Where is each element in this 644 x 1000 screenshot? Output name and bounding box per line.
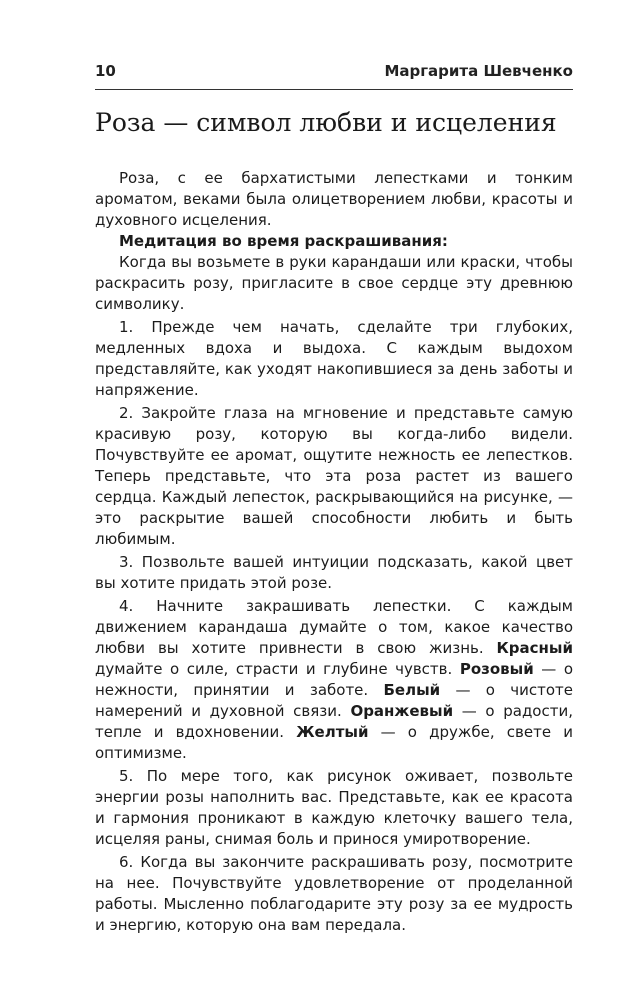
color-yellow-label: Желтый — [296, 723, 369, 741]
step-5: 5. По мере того, как рисунок оживает, позвольте энергии розы наполнить вас. Представьте, как ее красота и гармония проникают в каждую клеточку вашего тела, исцеляя раны, снимая боль и принося умиротворение. — [95, 767, 573, 848]
color-white-label: Белый — [383, 681, 441, 699]
color-pink-text: — о нежности, принятии и заботе. — [95, 660, 573, 699]
meditation-heading: Медитация во время раскрашивания: — [119, 232, 448, 250]
color-white-text: — о чистоте намерений и духовной связи. — [95, 681, 573, 720]
step-4-intro: 4. Начните закрашивать лепестки. С каждым движением карандаша думайте о том, какое качество любви вы хотите привнести в свою жизнь. — [95, 597, 573, 657]
color-red-text: думайте о силе, страсти и глубине чувств. — [95, 660, 460, 678]
intro-paragraph: Роза, с ее бархатистыми лепестками и тонким ароматом, веками была олицетворением любви, красоты и духовного исцеления. — [95, 169, 573, 229]
meditation-lead: Когда вы возьмете в руки карандаши или краски, чтобы раскрасить розу, пригласите в свое сердце эту древнюю символику. — [95, 253, 573, 313]
body-text — [95, 168, 573, 936]
author-name: Маргарита Шевченко — [384, 62, 573, 80]
page-number: 10 — [95, 62, 116, 80]
running-header — [95, 62, 573, 84]
color-pink-label: Розовый — [459, 660, 534, 678]
color-orange-label: Оранжевый — [350, 702, 454, 720]
color-yellow-text: — о дружбе, свете и оптимизме. — [95, 723, 573, 762]
step-6: 6. Когда вы закончите раскрашивать розу, посмотрите на нее. Почувствуйте удовлетворение от проделанной работы. Мысленно поблагодарите эту розу за ее мудрость и энергию, которую она вам передала. — [95, 853, 573, 934]
color-orange-text: — о радости, тепле и вдохновении. — [95, 702, 573, 741]
color-red-label: Красный — [496, 639, 573, 657]
step-4 — [95, 596, 573, 764]
step-2: 2. Закройте глаза на мгновение и представьте самую красивую розу, которую вы когда-либо видели. Почувствуйте ее аромат, ощутите нежность ее лепестков. Теперь представьте, что эта роза растет из вашего сердца. Каждый лепесток, раскрывающийся на рисунке, — это раскрытие вашей способности любить и быть любимым. — [95, 404, 573, 548]
chapter-title: Роза — символ любви и исцеления — [95, 108, 557, 137]
header-rule — [95, 89, 573, 90]
step-3: 3. Позвольте вашей интуиции подсказать, какой цвет вы хотите придать этой розе. — [95, 553, 573, 592]
step-1: 1. Прежде чем начать, сделайте три глубоких, медленных вдоха и выдоха. С каждым выдохом представляйте, как уходят накопившиеся за день заботы и напряжение. — [95, 318, 573, 399]
